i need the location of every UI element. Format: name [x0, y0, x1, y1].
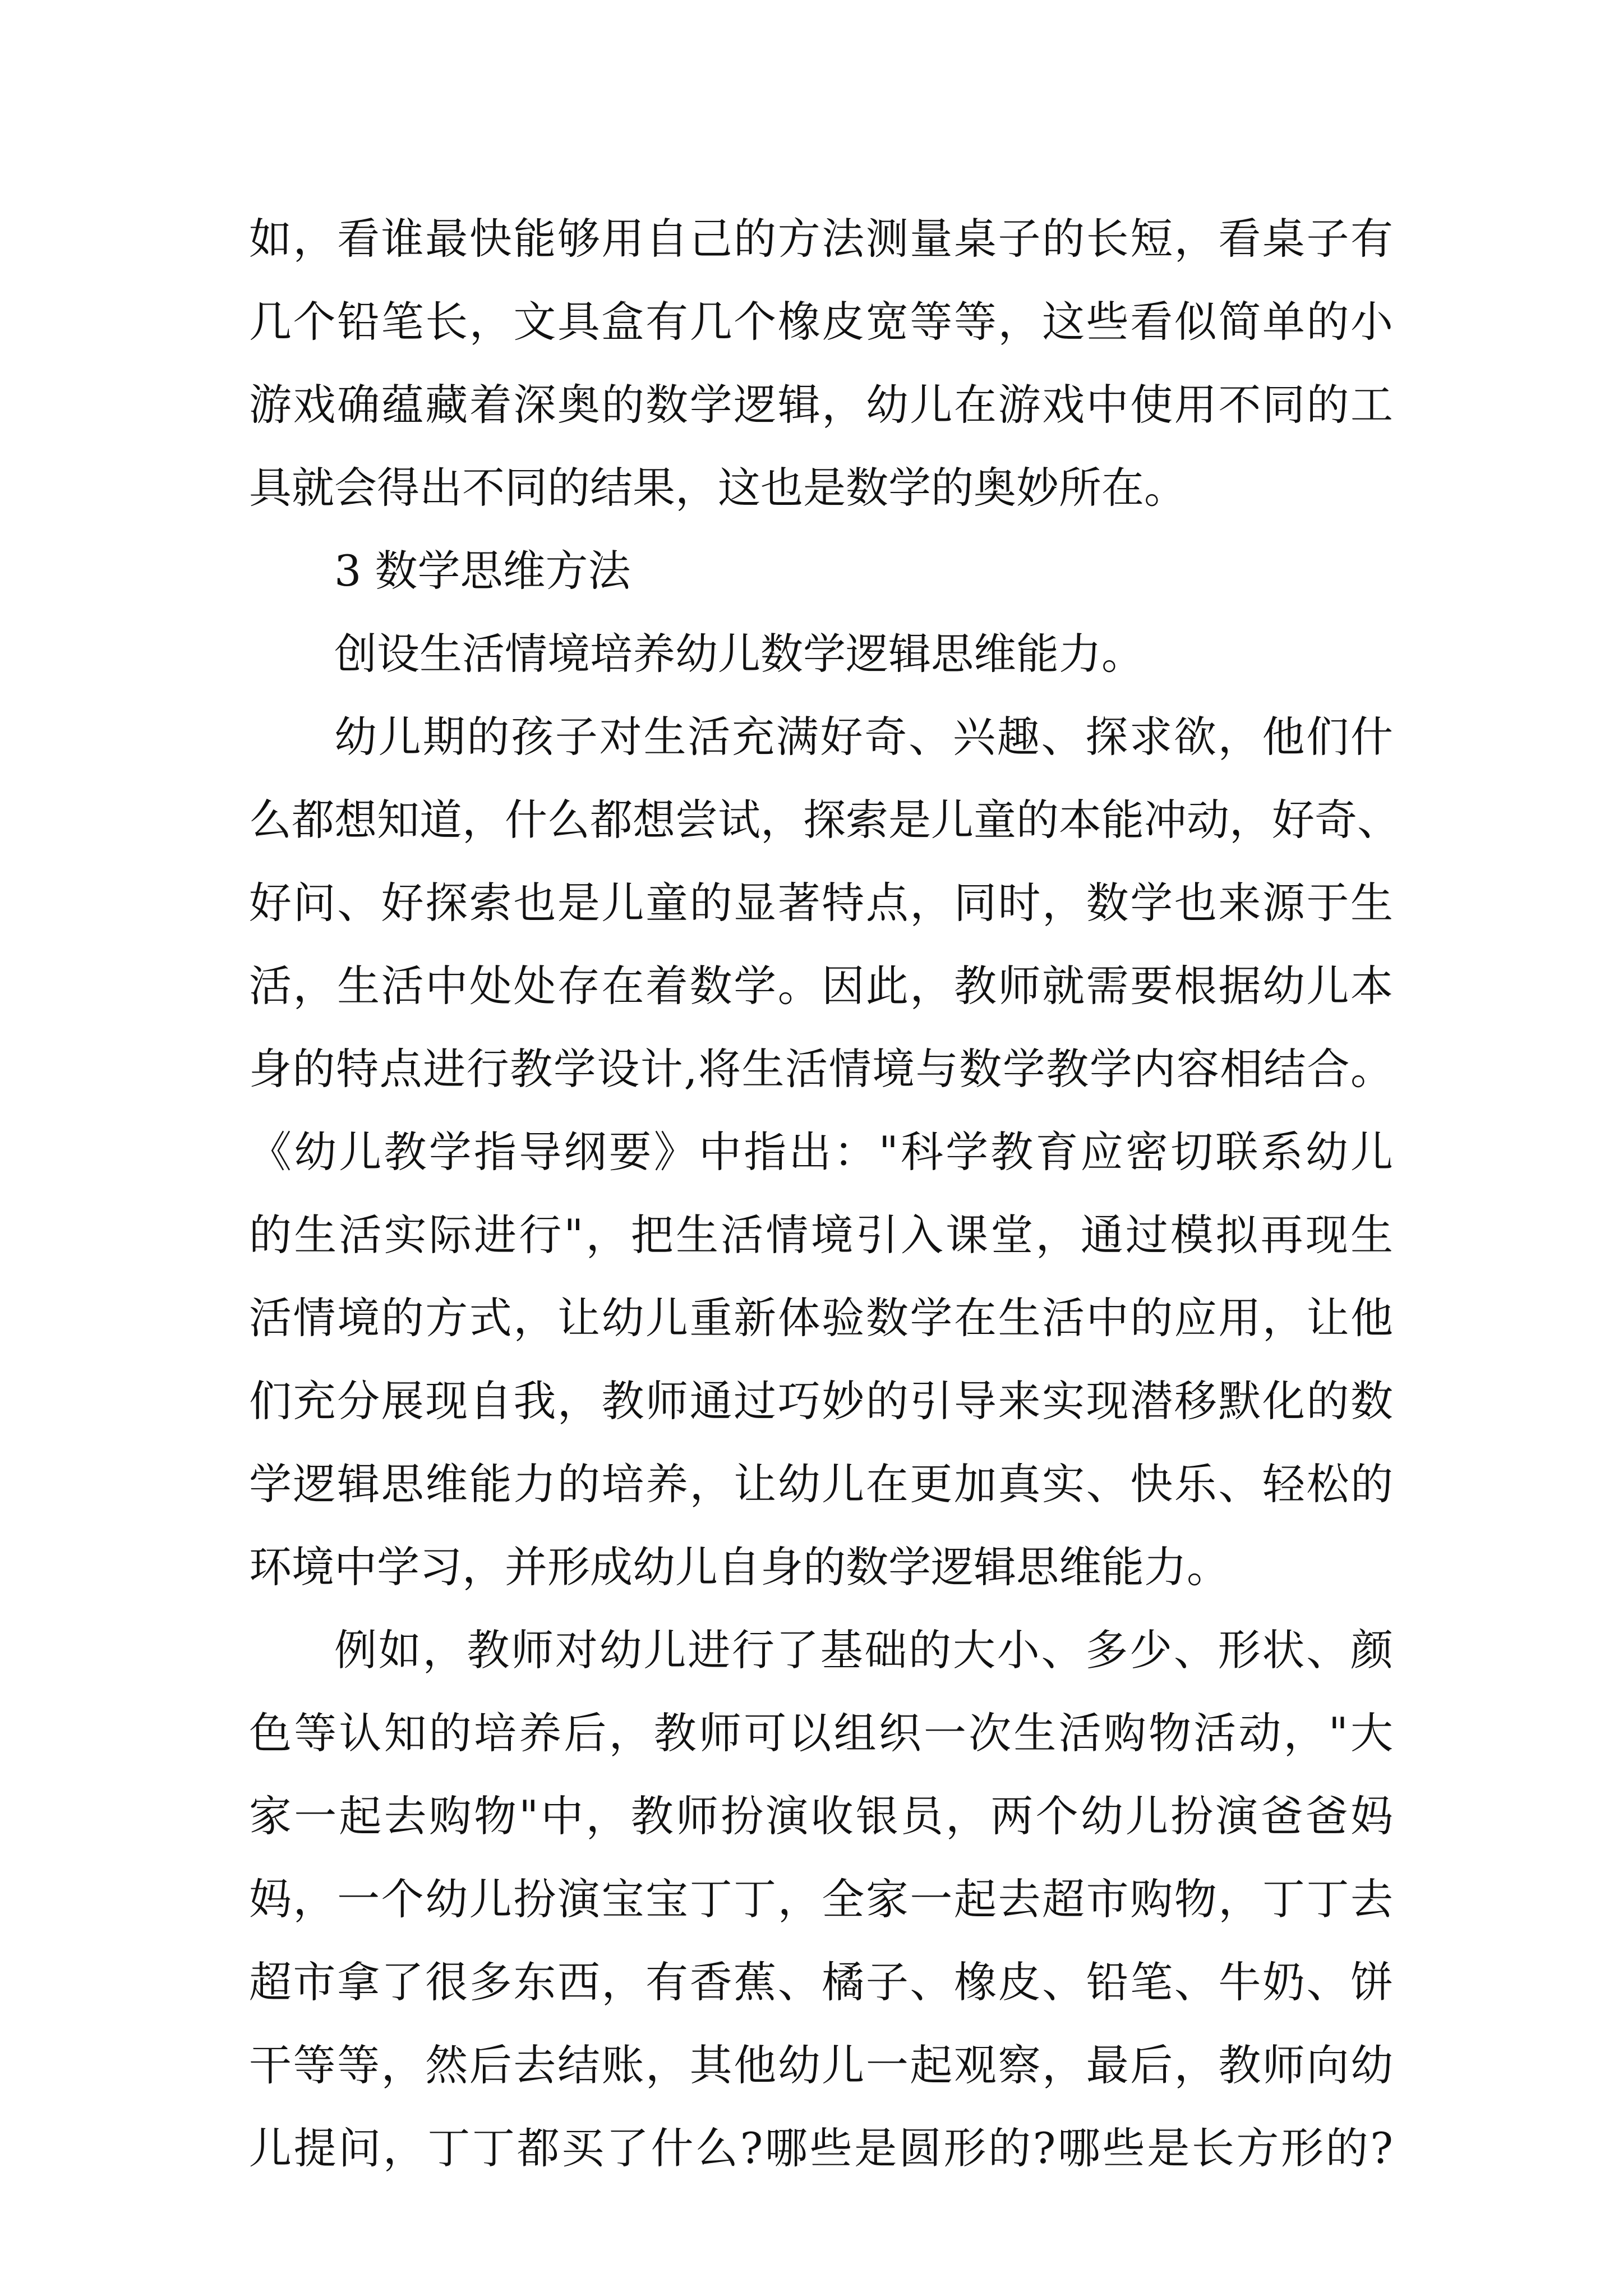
subsection-heading: 创设生活情境培养幼儿数学逻辑思维能力。	[334, 629, 1144, 679]
text-line: 环境中学习，并形成幼儿自身的数学逻辑思维能力。	[249, 1542, 1229, 1592]
text-line: 们充分展现自我，教师通过巧妙的引导来实现潜移默化的数	[249, 1376, 1393, 1426]
text-line: 干等等，然后去结账，其他幼儿一起观察，最后，教师向幼	[249, 2040, 1393, 2090]
text-line: 超市拿了很多东西，有香蕉、橘子、橡皮、铅笔、牛奶、饼	[249, 1957, 1393, 2007]
text-line: 具就会得出不同的结果，这也是数学的奥妙所在。	[249, 463, 1187, 513]
text-line: 如，看谁最快能够用自己的方法测量桌子的长短，看桌子有	[249, 214, 1393, 264]
section-heading: 3 数学思维方法	[334, 546, 631, 596]
paragraph-start: 例如，教师对幼儿进行了基础的大小、多少、形状、颜	[334, 1625, 1393, 1675]
text-line: 的生活实际进行"，把生活情境引入课堂，通过模拟再现生	[249, 1210, 1393, 1260]
text-line: 活，生活中处处存在着数学。因此，教师就需要根据幼儿本	[249, 961, 1393, 1011]
text-line: 家一起去购物"中，教师扮演收银员，两个幼儿扮演爸爸妈	[249, 1791, 1393, 1841]
text-line: 儿提问，丁丁都买了什么?哪些是圆形的?哪些是长方形的?	[249, 2123, 1393, 2173]
text-line: 几个铅笔长，文具盒有几个橡皮宽等等，这些看似简单的小	[249, 297, 1393, 347]
text-line: 好问、好探索也是儿童的显著特点，同时，数学也来源于生	[249, 878, 1393, 928]
text-line: 么都想知道，什么都想尝试，探索是儿童的本能冲动，好奇、	[249, 795, 1400, 845]
text-line: 色等认知的培养后，教师可以组织一次生活购物活动，"大	[249, 1708, 1393, 1758]
text-line: 《幼儿教学指导纲要》中指出："科学教育应密切联系幼儿	[249, 1127, 1393, 1177]
text-line: 活情境的方式，让幼儿重新体验数学在生活中的应用，让他	[249, 1293, 1393, 1343]
text-line: 学逻辑思维能力的培养，让幼儿在更加真实、快乐、轻松的	[249, 1459, 1393, 1509]
text-line: 妈，一个幼儿扮演宝宝丁丁，全家一起去超市购物，丁丁去	[249, 1874, 1393, 1924]
text-line: 游戏确蕴藏着深奥的数学逻辑，幼儿在游戏中使用不同的工	[249, 380, 1393, 430]
text-line: 身的特点进行教学设计,将生活情境与数学教学内容相结合。	[249, 1044, 1393, 1094]
paragraph-start: 幼儿期的孩子对生活充满好奇、兴趣、探求欲，他们什	[334, 712, 1393, 762]
